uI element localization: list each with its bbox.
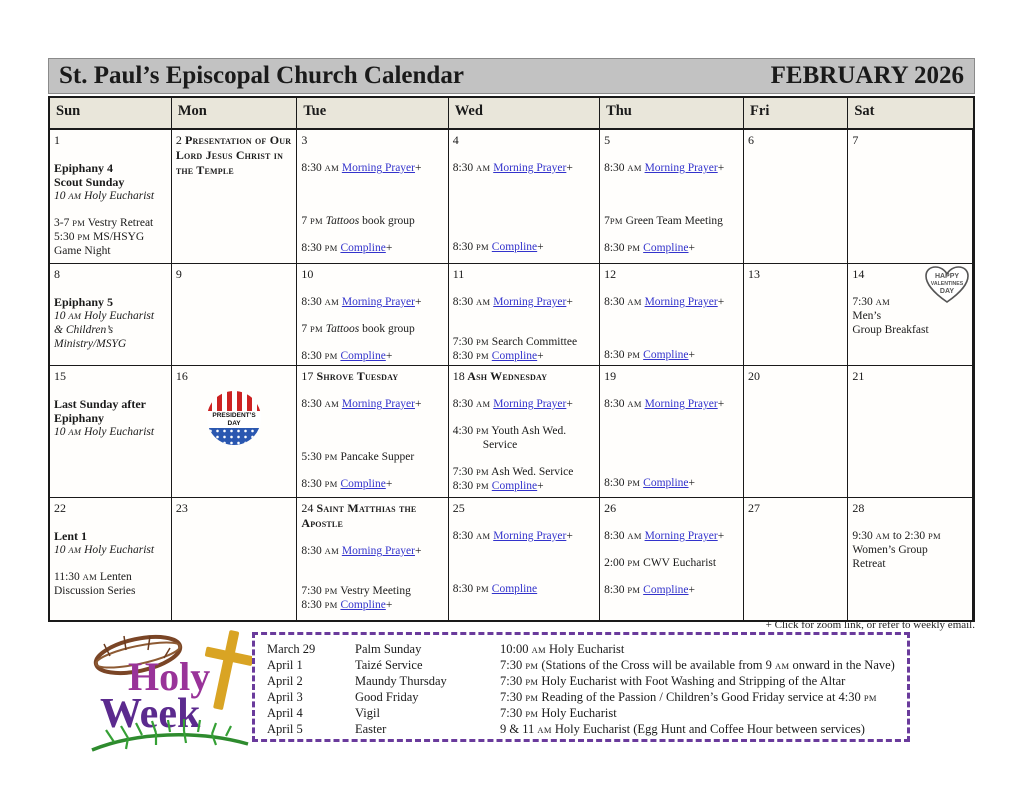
calendar-cell-feb-11 — [449, 264, 600, 366]
event-line: 7 PM Tattoos book group — [301, 323, 415, 335]
cell-header — [453, 133, 595, 148]
calendar-cell-feb-23 — [172, 498, 298, 620]
meridiem-label: PM — [324, 243, 338, 253]
event-link[interactable]: Morning Prayer — [644, 398, 718, 410]
cell-header — [176, 369, 293, 384]
schedule-row — [267, 690, 901, 706]
meridiem-label: PM — [309, 324, 323, 334]
event-link[interactable]: Compline — [340, 599, 386, 611]
schedule-event-name: Maundy Thursday — [355, 673, 447, 688]
event-line: 8:30 PM Compline+ — [452, 241, 544, 253]
meridiem-label: AM — [537, 724, 552, 735]
event-link[interactable]: Compline — [491, 350, 538, 362]
event-line: Lent 1 — [54, 529, 87, 543]
event-line: Last Sunday after — [54, 397, 147, 411]
calendar-cell-feb-10 — [297, 264, 448, 366]
event-link[interactable]: Compline — [643, 584, 689, 596]
meridiem-label: PM — [627, 558, 641, 568]
meridiem-label: PM — [324, 351, 338, 361]
meridiem-label: AM — [627, 297, 642, 307]
meridiem-label: AM — [82, 572, 97, 582]
calendar-cell-feb-27 — [744, 498, 848, 620]
meridiem-label: AM — [324, 399, 339, 409]
day-header-tue: Tue — [297, 98, 448, 128]
event-link[interactable]: Morning Prayer — [493, 398, 567, 410]
meridiem-label: PM — [927, 531, 941, 541]
day-number: 4 — [452, 133, 459, 147]
calendar-grid — [48, 96, 975, 622]
day-number: 12 — [604, 267, 617, 281]
meridiem-label: AM — [476, 531, 491, 541]
cell-header — [748, 133, 843, 148]
schedule-row — [267, 674, 901, 690]
calendar-cell-feb-15 — [50, 366, 172, 498]
day-number: 13 — [748, 267, 761, 281]
meridiem-label: PM — [324, 479, 338, 489]
calendar-cell-feb-2 — [172, 130, 298, 264]
event-line: 8:30 AM Morning Prayer+ — [604, 296, 725, 308]
meridiem-label: AM — [324, 546, 339, 556]
meridiem-label: AM — [476, 399, 491, 409]
cell-header — [301, 267, 443, 282]
cell-header — [748, 501, 843, 516]
calendar-cell-feb-28 — [848, 498, 973, 620]
cell-header — [176, 267, 293, 282]
cell-header — [301, 501, 443, 531]
cell-header — [176, 133, 293, 178]
italic-text: Tattoos — [325, 323, 360, 335]
meridiem-label: PM — [77, 232, 91, 242]
event-line: 7 PM Tattoos book group — [301, 215, 415, 227]
svg-text:VALENTINES: VALENTINES — [930, 281, 964, 287]
schedule-date: March 29 — [267, 642, 316, 656]
event-line: 8:30 AM Morning Prayer+ — [604, 530, 725, 542]
cell-header — [453, 369, 595, 384]
meridiem-label: PM — [476, 351, 489, 361]
event-line: 11:30 AM Lenten — [54, 571, 132, 583]
calendar-cell-feb-12 — [600, 264, 744, 366]
calendar-cell-feb-13 — [744, 264, 848, 366]
schedule-description: 7:30 PM Holy Eucharist with Foot Washing and Stripping of the Altar — [500, 673, 846, 688]
italic-text: Tattoos — [325, 215, 360, 227]
schedule-event-name: Good Friday — [355, 689, 419, 704]
meridiem-label: AM — [627, 531, 642, 541]
day-number: 5 — [604, 133, 611, 147]
meridiem-label: PM — [476, 426, 489, 436]
calendar-week-row — [50, 264, 973, 366]
meridiem-label: AM — [68, 311, 82, 321]
day-number: 27 — [748, 501, 761, 515]
calendar-week-row — [50, 366, 973, 498]
schedule-description: 10:00 AM Holy Eucharist — [500, 642, 625, 656]
meridiem-label: AM — [531, 645, 546, 655]
calendar-week-row — [50, 498, 973, 620]
event-line: Men’s — [852, 310, 882, 322]
cell-header — [301, 133, 443, 148]
day-number: 20 — [748, 369, 761, 383]
event-line: 8:30 AM Morning Prayer+ — [604, 162, 725, 174]
event-link[interactable]: Compline — [643, 349, 689, 361]
day-number: 8 — [54, 267, 60, 281]
event-line: 8:30 AM Morning Prayer+ — [604, 398, 725, 410]
event-line: Epiphany 4 — [54, 161, 114, 175]
calendar-cell-feb-7 — [848, 130, 973, 264]
meridiem-label: AM — [68, 545, 82, 555]
calendar-cell-feb-14 — [848, 264, 973, 366]
event-line: 10 AM Holy Eucharist — [54, 544, 155, 556]
event-line: 7:30 PM Ash Wed. Service — [452, 466, 574, 478]
event-line: 8:30 PM Compline+ — [452, 350, 544, 362]
day-number: 17 — [301, 369, 314, 383]
calendar-cell-feb-17 — [297, 366, 448, 498]
event-line: & Children’s — [54, 324, 114, 336]
event-line: 8:30 PM Compline — [452, 583, 538, 595]
valentine-heart-icon — [924, 265, 970, 309]
cell-header — [748, 267, 843, 282]
day-number: 6 — [748, 133, 755, 147]
event-line: 8:30 AM Morning Prayer+ — [301, 162, 422, 174]
event-line: 8:30 PM Compline+ — [604, 477, 696, 489]
event-line: 8:30 AM Morning Prayer+ — [301, 545, 422, 557]
event-link[interactable]: Compline — [491, 583, 538, 595]
schedule-event-name: Easter — [355, 721, 387, 736]
meridiem-label: PM — [627, 350, 641, 360]
day-header-thu: Thu — [600, 98, 744, 128]
calendar-cell-feb-21 — [848, 366, 973, 498]
meridiem-label: PM — [627, 478, 641, 488]
meridiem-label: PM — [476, 584, 489, 594]
event-line: 9:30 AM to 2:30 PM — [852, 530, 941, 542]
calendar-cell-feb-9 — [172, 264, 298, 366]
meridiem-label: PM — [476, 467, 489, 477]
schedule-description: 7:30 PM (Stations of the Cross will be available from 9 AM onward in the Nave) — [500, 657, 895, 672]
event-line: 3-7 PM Vestry Retreat — [54, 217, 154, 229]
event-line: Epiphany 5 — [54, 295, 114, 309]
meridiem-label: AM — [324, 297, 339, 307]
schedule-date: April 1 — [267, 657, 303, 672]
event-line: Group Breakfast — [852, 324, 929, 336]
calendar-cell-feb-22 — [50, 498, 172, 620]
day-number: 14 — [852, 267, 865, 281]
holy-word: Holy — [128, 654, 211, 699]
schedule-date: April 2 — [267, 673, 303, 688]
calendar-cell-feb-8 — [50, 264, 172, 366]
event-line: 7PM Green Team Meeting — [604, 215, 723, 227]
event-link[interactable]: Morning Prayer — [341, 296, 415, 308]
cell-header — [176, 501, 293, 516]
day-number: 10 — [301, 267, 314, 281]
calendar-cell-feb-25 — [449, 498, 600, 620]
schedule-row — [267, 658, 901, 674]
schedule-description: 7:30 PM Reading of the Passion / Children’s Good Friday service at 4:30 PM — [500, 689, 877, 704]
meridiem-label: AM — [875, 531, 890, 541]
event-link[interactable]: Morning Prayer — [341, 545, 415, 557]
event-line: 8:30 PM Compline+ — [301, 478, 393, 490]
meridiem-label: PM — [525, 708, 539, 719]
day-number: 22 — [54, 501, 66, 515]
meridiem-label: PM — [627, 243, 641, 253]
event-link[interactable]: Compline — [491, 241, 538, 253]
event-line: 8:30 PM Compline+ — [301, 599, 393, 611]
day-number: 18 — [452, 369, 465, 383]
day-number: 26 — [604, 501, 617, 515]
event-link[interactable]: Compline — [491, 480, 538, 492]
event-line: 8:30 AM Morning Prayer+ — [452, 296, 573, 308]
day-header-wed: Wed — [449, 98, 600, 128]
zoom-footnote: + Click for zoom link, or refer to weekly email. — [765, 619, 975, 631]
event-link[interactable]: Morning Prayer — [493, 530, 567, 542]
meridiem-label: PM — [609, 216, 623, 226]
cell-header — [604, 501, 739, 516]
cell-header — [453, 267, 595, 282]
meridiem-label: PM — [525, 660, 539, 671]
presidents-day-label: PRESIDENT’S DAY — [207, 411, 261, 428]
schedule-event-name: Palm Sunday — [355, 642, 422, 656]
cell-header — [852, 369, 968, 384]
event-line: 7:30 PM Vestry Meeting — [301, 585, 411, 597]
svg-text:DAY: DAY — [939, 288, 955, 295]
event-line: 8:30 PM Compline+ — [604, 349, 696, 361]
cell-header — [604, 369, 739, 384]
day-number: 3 — [301, 133, 308, 147]
meridiem-label: AM — [68, 191, 82, 201]
event-line: Service — [482, 439, 518, 451]
event-line: Discussion Series — [54, 585, 136, 597]
day-number: 7 — [852, 133, 859, 147]
holy-week-schedule — [252, 632, 910, 742]
event-line: 8:30 PM Compline+ — [301, 350, 393, 362]
event-line: 8:30 AM Morning Prayer+ — [452, 162, 573, 174]
meridiem-label: AM — [627, 163, 642, 173]
meridiem-label: PM — [863, 692, 877, 703]
meridiem-label: PM — [324, 586, 338, 596]
schedule-date: April 3 — [267, 689, 303, 704]
schedule-date: April 4 — [267, 705, 303, 720]
day-number: 19 — [604, 369, 617, 383]
cell-header — [54, 267, 167, 282]
calendar-cell-feb-6 — [744, 130, 848, 264]
event-link[interactable]: Morning Prayer — [493, 296, 567, 308]
title-bar — [48, 58, 975, 94]
day-number: 11 — [452, 267, 465, 281]
week-word: Week — [100, 691, 201, 737]
event-link[interactable]: Morning Prayer — [644, 162, 718, 174]
event-line: 7:30 PM Search Committee — [452, 336, 578, 348]
page-title: St. Paul’s Episcopal Church Calendar — [59, 62, 464, 89]
meridiem-label: PM — [476, 481, 489, 491]
meridiem-label: PM — [476, 337, 489, 347]
schedule-event-name: Vigil — [355, 705, 380, 720]
event-line: 4:30 PM Youth Ash Wed. — [452, 425, 567, 437]
feast-label: Shrove Tuesday — [313, 369, 399, 383]
meridiem-label: PM — [627, 585, 641, 595]
presidents-day-icon — [207, 391, 261, 445]
day-header-fri: Fri — [744, 98, 848, 128]
schedule-date: April 5 — [267, 721, 303, 736]
calendar-cell-feb-5 — [600, 130, 744, 264]
cell-header — [54, 501, 167, 516]
meridiem-label: PM — [72, 218, 86, 228]
event-line: 8:30 AM Morning Prayer+ — [301, 398, 422, 410]
svg-text:HAPPY: HAPPY — [934, 273, 959, 280]
event-line: 8:30 PM Compline+ — [604, 242, 696, 254]
meridiem-label: AM — [324, 163, 339, 173]
event-line: Scout Sunday — [54, 175, 125, 189]
event-line: 2:00 PM CWV Eucharist — [604, 557, 717, 569]
event-link[interactable]: Morning Prayer — [644, 296, 718, 308]
cell-header — [852, 133, 968, 148]
calendar-cell-feb-16 — [172, 366, 298, 498]
event-link[interactable]: Morning Prayer — [644, 530, 718, 542]
calendar-week-row — [50, 130, 973, 264]
event-link[interactable]: Compline — [340, 350, 386, 362]
cell-header — [748, 369, 843, 384]
event-link[interactable]: Compline — [643, 477, 689, 489]
event-line: 10 AM Holy Eucharist — [54, 310, 155, 322]
day-number: 23 — [175, 501, 188, 515]
event-line: 8:30 PM Compline+ — [604, 584, 696, 596]
calendar-cell-feb-3 — [297, 130, 448, 264]
holy-week-logo — [86, 626, 254, 758]
day-header-sat: Sat — [854, 103, 875, 119]
day-number: 28 — [852, 501, 865, 515]
event-line: 8:30 AM Morning Prayer+ — [301, 296, 422, 308]
event-link[interactable]: Morning Prayer — [341, 162, 415, 174]
flag-stripes — [207, 391, 261, 411]
calendar-cell-feb-24 — [297, 498, 448, 620]
day-number: 1 — [54, 133, 60, 147]
meridiem-label: PM — [525, 692, 539, 703]
event-line: 8:30 AM Morning Prayer+ — [452, 398, 573, 410]
calendar-cell-feb-19 — [600, 366, 744, 498]
calendar-cell-feb-1 — [50, 130, 172, 264]
flag-stars — [207, 428, 261, 445]
event-line: 8:30 PM Compline+ — [452, 480, 544, 492]
schedule-row — [267, 706, 901, 722]
event-line: 10 AM Holy Eucharist — [54, 190, 155, 202]
event-link[interactable]: Compline — [643, 242, 689, 254]
calendar-cell-feb-20 — [744, 366, 848, 498]
calendar-cell-feb-18 — [449, 366, 600, 498]
meridiem-label: PM — [525, 676, 539, 687]
feast-label: Presentation of Our Lord Jesus Christ in the Temple — [175, 133, 292, 177]
month-year-label: FEBRUARY 2026 — [770, 62, 964, 89]
day-number: 16 — [175, 369, 188, 383]
cell-header — [301, 369, 443, 384]
cell-header — [604, 267, 739, 282]
event-link[interactable]: Morning Prayer — [341, 398, 415, 410]
cell-header — [852, 501, 968, 516]
schedule-row — [267, 722, 901, 738]
day-number: 24 — [301, 501, 314, 515]
schedule-event-name: Taizé Service — [355, 657, 423, 672]
event-line: Retreat — [852, 558, 886, 570]
feast-label: Ash Wednesday — [464, 369, 548, 383]
day-number: 2 — [175, 133, 182, 147]
event-line: 10 AM Holy Eucharist — [54, 426, 155, 438]
day-number: 9 — [175, 267, 182, 281]
event-line: 8:30 PM Compline+ — [301, 242, 393, 254]
day-header-mon: Mon — [172, 98, 298, 128]
schedule-row — [267, 642, 901, 658]
cell-header — [54, 133, 167, 148]
event-line: 5:30 PM Pancake Supper — [301, 451, 415, 463]
meridiem-label: PM — [324, 452, 338, 462]
calendar-cell-feb-4 — [449, 130, 600, 264]
meridiem-label: PM — [476, 242, 489, 252]
day-header-row — [50, 98, 973, 130]
calendar-cell-feb-26 — [600, 498, 744, 620]
feast-label: Saint Matthias the Apostle — [301, 501, 417, 530]
meridiem-label: PM — [309, 216, 323, 226]
event-link[interactable]: Compline — [340, 478, 386, 490]
meridiem-label: AM — [476, 163, 491, 173]
cell-header — [453, 501, 595, 516]
meridiem-label: AM — [775, 660, 790, 671]
meridiem-label: AM — [875, 297, 890, 307]
event-line: 8:30 AM Morning Prayer+ — [452, 530, 573, 542]
meridiem-label: AM — [627, 399, 642, 409]
meridiem-label: AM — [68, 427, 82, 437]
event-line: 5:30 PM MS/HSYG Game Night — [54, 231, 145, 257]
event-link[interactable]: Morning Prayer — [493, 162, 567, 174]
day-number: 25 — [452, 501, 465, 515]
schedule-description: 9 & 11 AM Holy Eucharist (Egg Hunt and Coffee Hour between services) — [500, 721, 865, 736]
day-number: 15 — [54, 369, 66, 383]
cell-header — [604, 133, 739, 148]
event-line: Epiphany — [54, 411, 105, 425]
day-header-sun: Sun — [50, 98, 172, 128]
meridiem-label: PM — [324, 600, 338, 610]
event-link[interactable]: Compline — [340, 242, 386, 254]
day-number: 21 — [852, 369, 865, 383]
cell-header — [54, 369, 167, 384]
event-line: 7:30 AM — [852, 296, 890, 308]
event-line: Women’s Group — [852, 544, 928, 556]
meridiem-label: AM — [476, 297, 491, 307]
schedule-description: 7:30 PM Holy Eucharist — [500, 705, 617, 720]
event-line: Ministry/MSYG — [54, 338, 127, 350]
